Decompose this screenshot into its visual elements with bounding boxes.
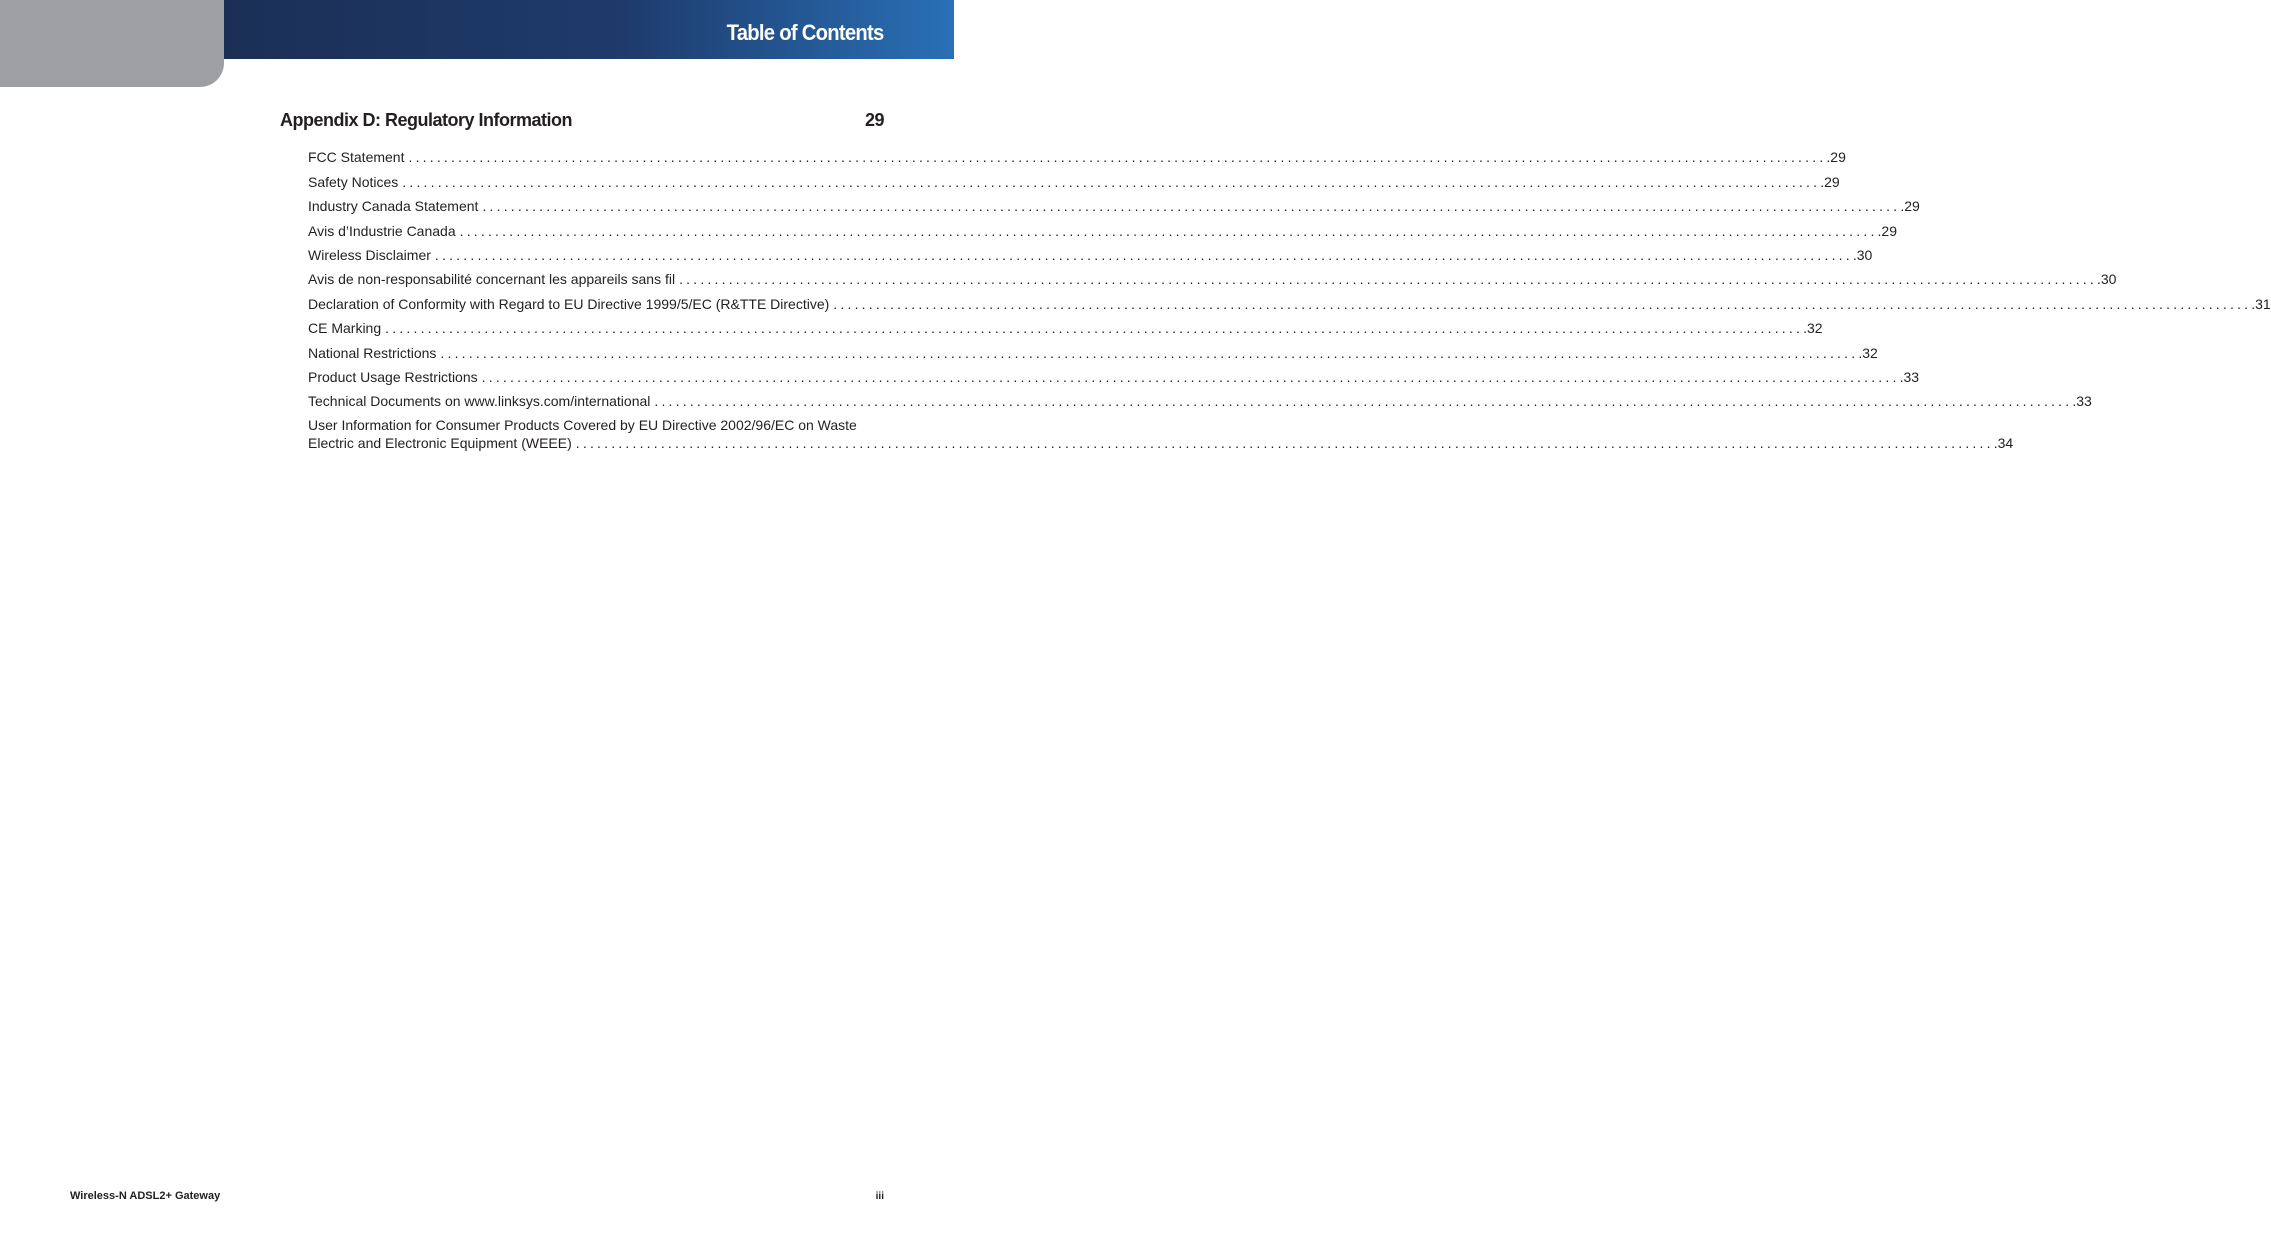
page-title: Table of Contents <box>727 20 884 45</box>
toc-entry-page: .33 <box>1899 368 1920 385</box>
dot-leader: ........................................................................................................................................................................................................ <box>654 393 2073 410</box>
toc-section-heading[interactable] <box>280 110 884 134</box>
toc-entry[interactable] <box>308 142 1846 166</box>
dot-leader: ........................................................................................................................................................................................................ <box>459 222 1878 239</box>
toc-entry[interactable] <box>308 386 2092 410</box>
toc-entry-title-line2: Electric and Electronic Equipment (WEEE) <box>308 435 572 452</box>
toc-entry[interactable] <box>308 264 2117 288</box>
toc-entry[interactable] <box>308 337 1878 361</box>
toc-entry[interactable] <box>308 215 1898 239</box>
toc-entry-title: Product Usage Restrictions <box>308 368 478 385</box>
dot-leader: ........................................................................................................................................................................................................ <box>481 368 1900 385</box>
section-page-number: 29 <box>864 110 884 130</box>
toc-entry[interactable] <box>308 313 1823 337</box>
toc-entry-title: Industry Canada Statement <box>308 198 479 215</box>
toc-entry-page: .29 <box>1877 222 1898 239</box>
dot-leader: ........................................................................................................................................................................................................ <box>833 295 2252 312</box>
toc-list <box>308 142 2271 452</box>
dot-leader: ........................................................................................................................................................................................................ <box>408 149 1827 166</box>
dot-leader: ........................................................................................................................................................................................................ <box>575 435 1994 452</box>
toc-entry[interactable] <box>308 166 1840 190</box>
header-bar <box>224 0 954 59</box>
toc-entry-title: Avis d’Industrie Canada <box>308 222 456 239</box>
toc-entry-page: .33 <box>2072 393 2092 410</box>
toc-entry-title-line1: User Information for Consumer Products Covered by EU Directive 2002/96/EC on Waste <box>308 417 857 434</box>
dot-leader: ........................................................................................................................................................................................................ <box>440 344 1859 361</box>
toc-entry-page: .29 <box>1820 173 1840 190</box>
dot-leader: ........................................................................................................................................................................................................ <box>402 173 1821 190</box>
toc-entry-title: Wireless Disclaimer <box>308 246 431 263</box>
toc-entry-page: .32 <box>1803 320 1823 337</box>
toc-entry-page: .30 <box>2097 271 2117 288</box>
toc-entry-page: .29 <box>1900 198 1920 215</box>
header-gray-tab <box>0 0 224 87</box>
toc-entry-page: .32 <box>1858 344 1878 361</box>
toc-entry[interactable] <box>308 362 1920 386</box>
toc-entry-title: Technical Documents on www.linksys.com/international <box>308 393 651 410</box>
toc-entry-weee[interactable] <box>308 410 2014 452</box>
toc-entry-title: Declaration of Conformity with Regard to EU Directive 1999/5/EC (R&TTE Directive) <box>308 295 830 312</box>
toc-entry-title: National Restrictions <box>308 344 437 361</box>
toc-entry-title: FCC Statement <box>308 149 405 166</box>
toc-entry[interactable] <box>308 240 1873 264</box>
dot-leader: ........................................................................................................................................................................................................ <box>434 246 1853 263</box>
footer-product-name: Wireless-N ADSL2+ Gateway <box>70 1190 221 1202</box>
toc-entry[interactable] <box>308 288 2271 312</box>
toc-entry-page: .31 <box>2251 295 2271 312</box>
footer-page-number: iii <box>875 1191 884 1202</box>
toc-entry-line2 <box>308 434 2014 452</box>
toc-entry-page: .30 <box>1852 246 1873 263</box>
toc-entry[interactable] <box>308 191 1920 215</box>
section-title: Appendix D: Regulatory Information <box>280 110 573 130</box>
toc-entry-page: .34 <box>1993 435 2014 452</box>
dot-leader: ........................................................................................................................................................................................................ <box>385 320 1804 337</box>
toc-entry-title: Avis de non-responsabilité concernant les appareils sans fil <box>308 271 676 288</box>
toc-entry-page: .29 <box>1826 149 1846 166</box>
dot-leader: ........................................................................................................................................................................................................ <box>482 198 1901 215</box>
toc-entry-title: Safety Notices <box>308 173 399 190</box>
toc-entry-title: CE Marking <box>308 320 382 337</box>
dot-leader: ........................................................................................................................................................................................................ <box>679 271 2097 288</box>
